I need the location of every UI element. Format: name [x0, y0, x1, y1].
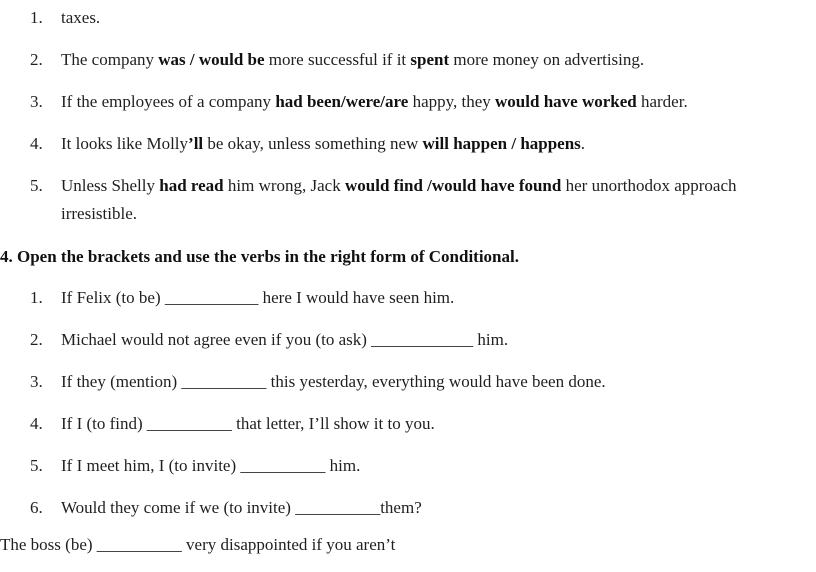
item-text-segment: The company	[61, 50, 159, 69]
item-number: 5.	[30, 456, 43, 475]
item-number: 4.	[30, 134, 43, 153]
item-number: 2.	[30, 50, 43, 69]
item-text	[61, 176, 737, 196]
item-text-segment: taxes.	[61, 8, 101, 27]
answer-text: would have worked	[495, 92, 637, 111]
item-text: If I meet him, I (to invite) __________ him.	[61, 456, 361, 475]
item-number: 3.	[30, 92, 43, 111]
item-text-segment: It looks like Molly	[61, 134, 189, 153]
item-text: If they (mention) __________ this yesterday, everything would have been done.	[61, 372, 606, 391]
item-text-segment: be okay, unless something new	[203, 134, 423, 153]
item-number: 4.	[30, 414, 43, 433]
item-text-segment: him wrong, Jack	[223, 176, 345, 195]
item-text-segment: If the employees of a company	[61, 92, 276, 111]
section-heading: 4. Open the brackets and use the verbs in the right form of Conditional.	[0, 247, 519, 266]
item-number: 3.	[30, 372, 43, 391]
item-text	[61, 8, 100, 28]
item-number: 6.	[30, 498, 43, 517]
item-number: 5.	[30, 176, 43, 195]
item-text	[61, 92, 688, 112]
item-number: 1.	[30, 288, 43, 307]
item-text-segment: harder.	[636, 92, 688, 111]
item-text-segment: more successful if it	[264, 50, 411, 69]
answer-text: ’ll	[188, 134, 204, 153]
item-text: irresistible.	[61, 204, 138, 223]
item-text	[61, 134, 585, 154]
answer-text: spent	[410, 50, 450, 69]
item-number: 1.	[30, 8, 43, 27]
item-text-segment: her unorthodox approach	[561, 176, 737, 195]
answer-text: had been/were/are	[275, 92, 409, 111]
answer-text: had read	[159, 176, 224, 195]
item-text: Michael would not agree even if you (to ask) ____________ him.	[61, 330, 509, 349]
item-number: 2.	[30, 330, 43, 349]
item-text	[61, 50, 644, 70]
item-text-segment: Unless Shelly	[61, 176, 160, 195]
item-text-segment: .	[580, 134, 586, 153]
item-text-segment: happy, they	[408, 92, 496, 111]
item-text: If I (to find) __________ that letter, I’ll show it to you.	[61, 414, 435, 433]
item-text-segment: more money on advertising.	[449, 50, 645, 69]
answer-text: will happen / happens	[422, 134, 581, 153]
item-text: If Felix (to be) ___________ here I would have seen him.	[61, 288, 455, 307]
trailing-sentence: The boss (be) __________ very disappointed if you aren’t	[0, 535, 396, 554]
answer-text: was / would be	[158, 50, 265, 69]
item-text: Would they come if we (to invite) __________them?	[61, 498, 422, 517]
answer-text: would find /would have found	[344, 176, 562, 195]
